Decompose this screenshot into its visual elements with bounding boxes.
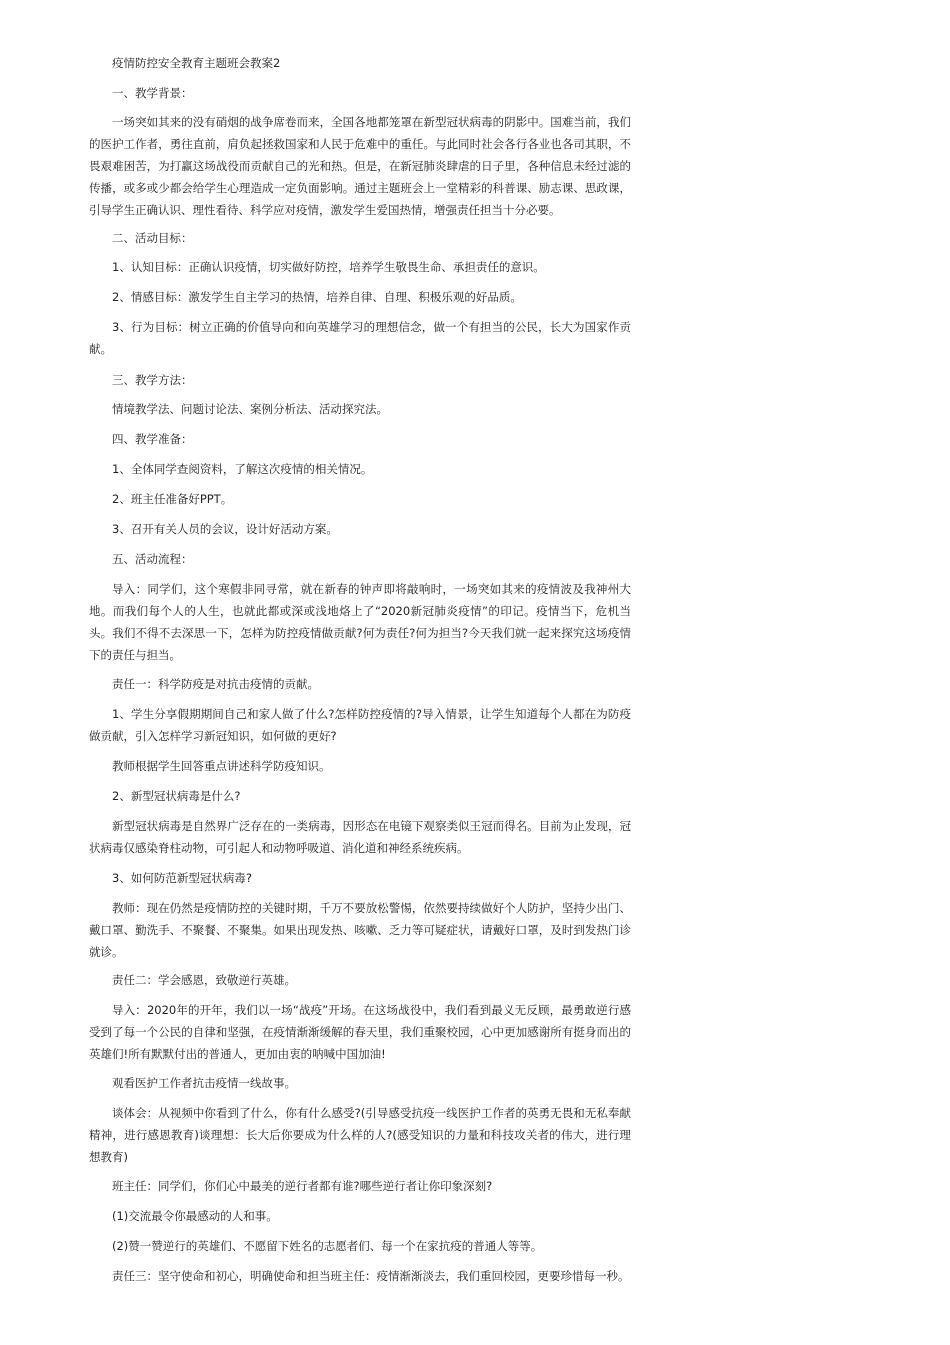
paragraph-prep-2: 2、班主任准备好PPT。 <box>112 492 233 506</box>
paragraph-question-virus: 2、新型冠状病毒是什么? <box>112 789 241 803</box>
paragraph-introduction: 导入：同学们，这个寒假非同寻常，就在新春的钟声即将敲响时，一场突如其来的疫情波及我神州大地。而我们每个人的人生，也就此都或深或浅地烙上了“2020新冠肺炎疫情”的印记。疫情当下，危机当头。我们不得不去深思一下，怎样为防控疫情做贡献?何为责任?何为担当?今天我们就一起来探究这场疫情下的责任与担当。 <box>89 582 631 662</box>
document-title: 疫情防控安全教育主题班会教案2 <box>112 56 281 70</box>
paragraph-watch-stories: 观看医护工作者抗击疫情一线故事。 <box>112 1076 296 1090</box>
heading-activity-goals: 二、活动目标： <box>112 231 193 245</box>
paragraph-background-body: 一场突如其来的没有硝烟的战争席卷而来，全国各地都笼罩在新型冠状病毒的阴影中。国难当前，我们的医护工作者，勇往直前，肩负起拯救国家和人民于危难中的重任。与此同时社会各行各业也各司其职，不畏艰难困苦，为打赢这场战役而贡献自己的光和热。但是，在新冠肺炎肆虐的日子里，各种信息未经过滤的传播，或多或少都会给学生心理造成一定负面影响。通过主题班会上一堂精彩的科普课、励志课、思政课，引导学生正确认识、理性看待、科学应对疫情，激发学生爱国热情，增强责任担当十分必要。 <box>89 115 631 217</box>
paragraph-praise: (2)赞一赞逆行的英雄们、不愿留下姓名的志愿者们、每一个在家抗疫的普通人等等。 <box>112 1239 543 1253</box>
heading-teaching-preparation: 四、教学准备： <box>112 432 193 446</box>
paragraph-exchange: (1)交流最令你最感动的人和事。 <box>112 1209 278 1223</box>
paragraph-virus-info: 新型冠状病毒是自然界广泛存在的一类病毒，因形态在电镜下观察类似王冠而得名。目前为止发现，冠状病毒仅感染脊柱动物，可引起人和动物呼吸道、消化道和神经系统疾病。 <box>89 819 631 855</box>
paragraph-prep-1: 1、全体同学查阅资料，了解这次疫情的相关情况。 <box>112 462 373 476</box>
paragraph-goal-cognitive: 1、认知目标：正确认识疫情，切实做好防控，培养学生敬畏生命、承担责任的意识。 <box>112 260 545 274</box>
paragraph-discussion: 谈体会：从视频中你看到了什么，你有什么感受?(引导感受抗疫一线医护工作者的英勇无畏和无私奉献精神，进行感恩教育)谈理想：长大后你要成为什么样的人?(感受知识的力量和科技攻关者的伟大，进行理想教育) <box>89 1106 631 1164</box>
paragraph-question-prevention: 3、如何防范新型冠状病毒? <box>112 871 252 885</box>
heading-responsibility-one: 责任一：科学防疫是对抗击疫情的贡献。 <box>112 677 319 691</box>
paragraph-goal-emotional: 2、情感目标：激发学生自主学习的热情，培养自律、自理、积极乐观的好品质。 <box>112 290 522 304</box>
heading-activity-process: 五、活动流程： <box>112 552 193 566</box>
heading-teaching-methods: 三、教学方法： <box>112 373 193 387</box>
heading-responsibility-three: 责任三：坚守使命和初心，明确使命和担当班主任：疫情渐渐淡去，我们重回校园，更要珍惜每一秒。 <box>112 1269 630 1283</box>
heading-teaching-background: 一、教学背景： <box>112 86 193 100</box>
paragraph-intro-2020: 导入：2020年的开年，我们以一场“战疫”开场。在这场战役中，我们看到最义无反顾，最勇敢逆行感受到了每一个公民的自律和坚强，在疫情渐渐缓解的春天里，我们重聚校园，心中更加感谢所有挺身而出的英雄们!所有默默付出的普通人，更加由衷的呐喊中国加油! <box>89 1003 631 1061</box>
paragraph-student-share: 1、学生分享假期期间自己和家人做了什么?怎样防控疫情的?导入情景，让学生知道每个人都在为防疫做贡献，引入怎样学习新冠知识，如何做的更好? <box>89 707 631 743</box>
paragraph-teacher-explain: 教师根据学生回答重点讲述科学防疫知识。 <box>112 759 331 773</box>
paragraph-goal-behavior: 3、行为目标：树立正确的价值导向和向英雄学习的理想信念，做一个有担当的公民，长大为国家作贡献。 <box>89 320 631 356</box>
paragraph-teacher-prevention: 教师：现在仍然是疫情防控的关键时期，千万不要放松警惕，依然要持续做好个人防护，坚持少出门、戴口罩、勤洗手、不聚餐、不聚集。如果出现发热、咳嗽、乏力等可疑症状，请戴好口罩，及时到发热门诊就诊。 <box>89 901 631 959</box>
heading-responsibility-two: 责任二：学会感恩，致敬逆行英雄。 <box>112 973 296 987</box>
paragraph-prep-3: 3、召开有关人员的会议，设计好活动方案。 <box>112 522 338 536</box>
paragraph-methods: 情境教学法、问题讨论法、案例分析法、活动探究法。 <box>112 402 388 416</box>
paragraph-head-teacher-question: 班主任：同学们，你们心中最美的逆行者都有谁?哪些逆行者让你印象深刻? <box>112 1179 493 1193</box>
